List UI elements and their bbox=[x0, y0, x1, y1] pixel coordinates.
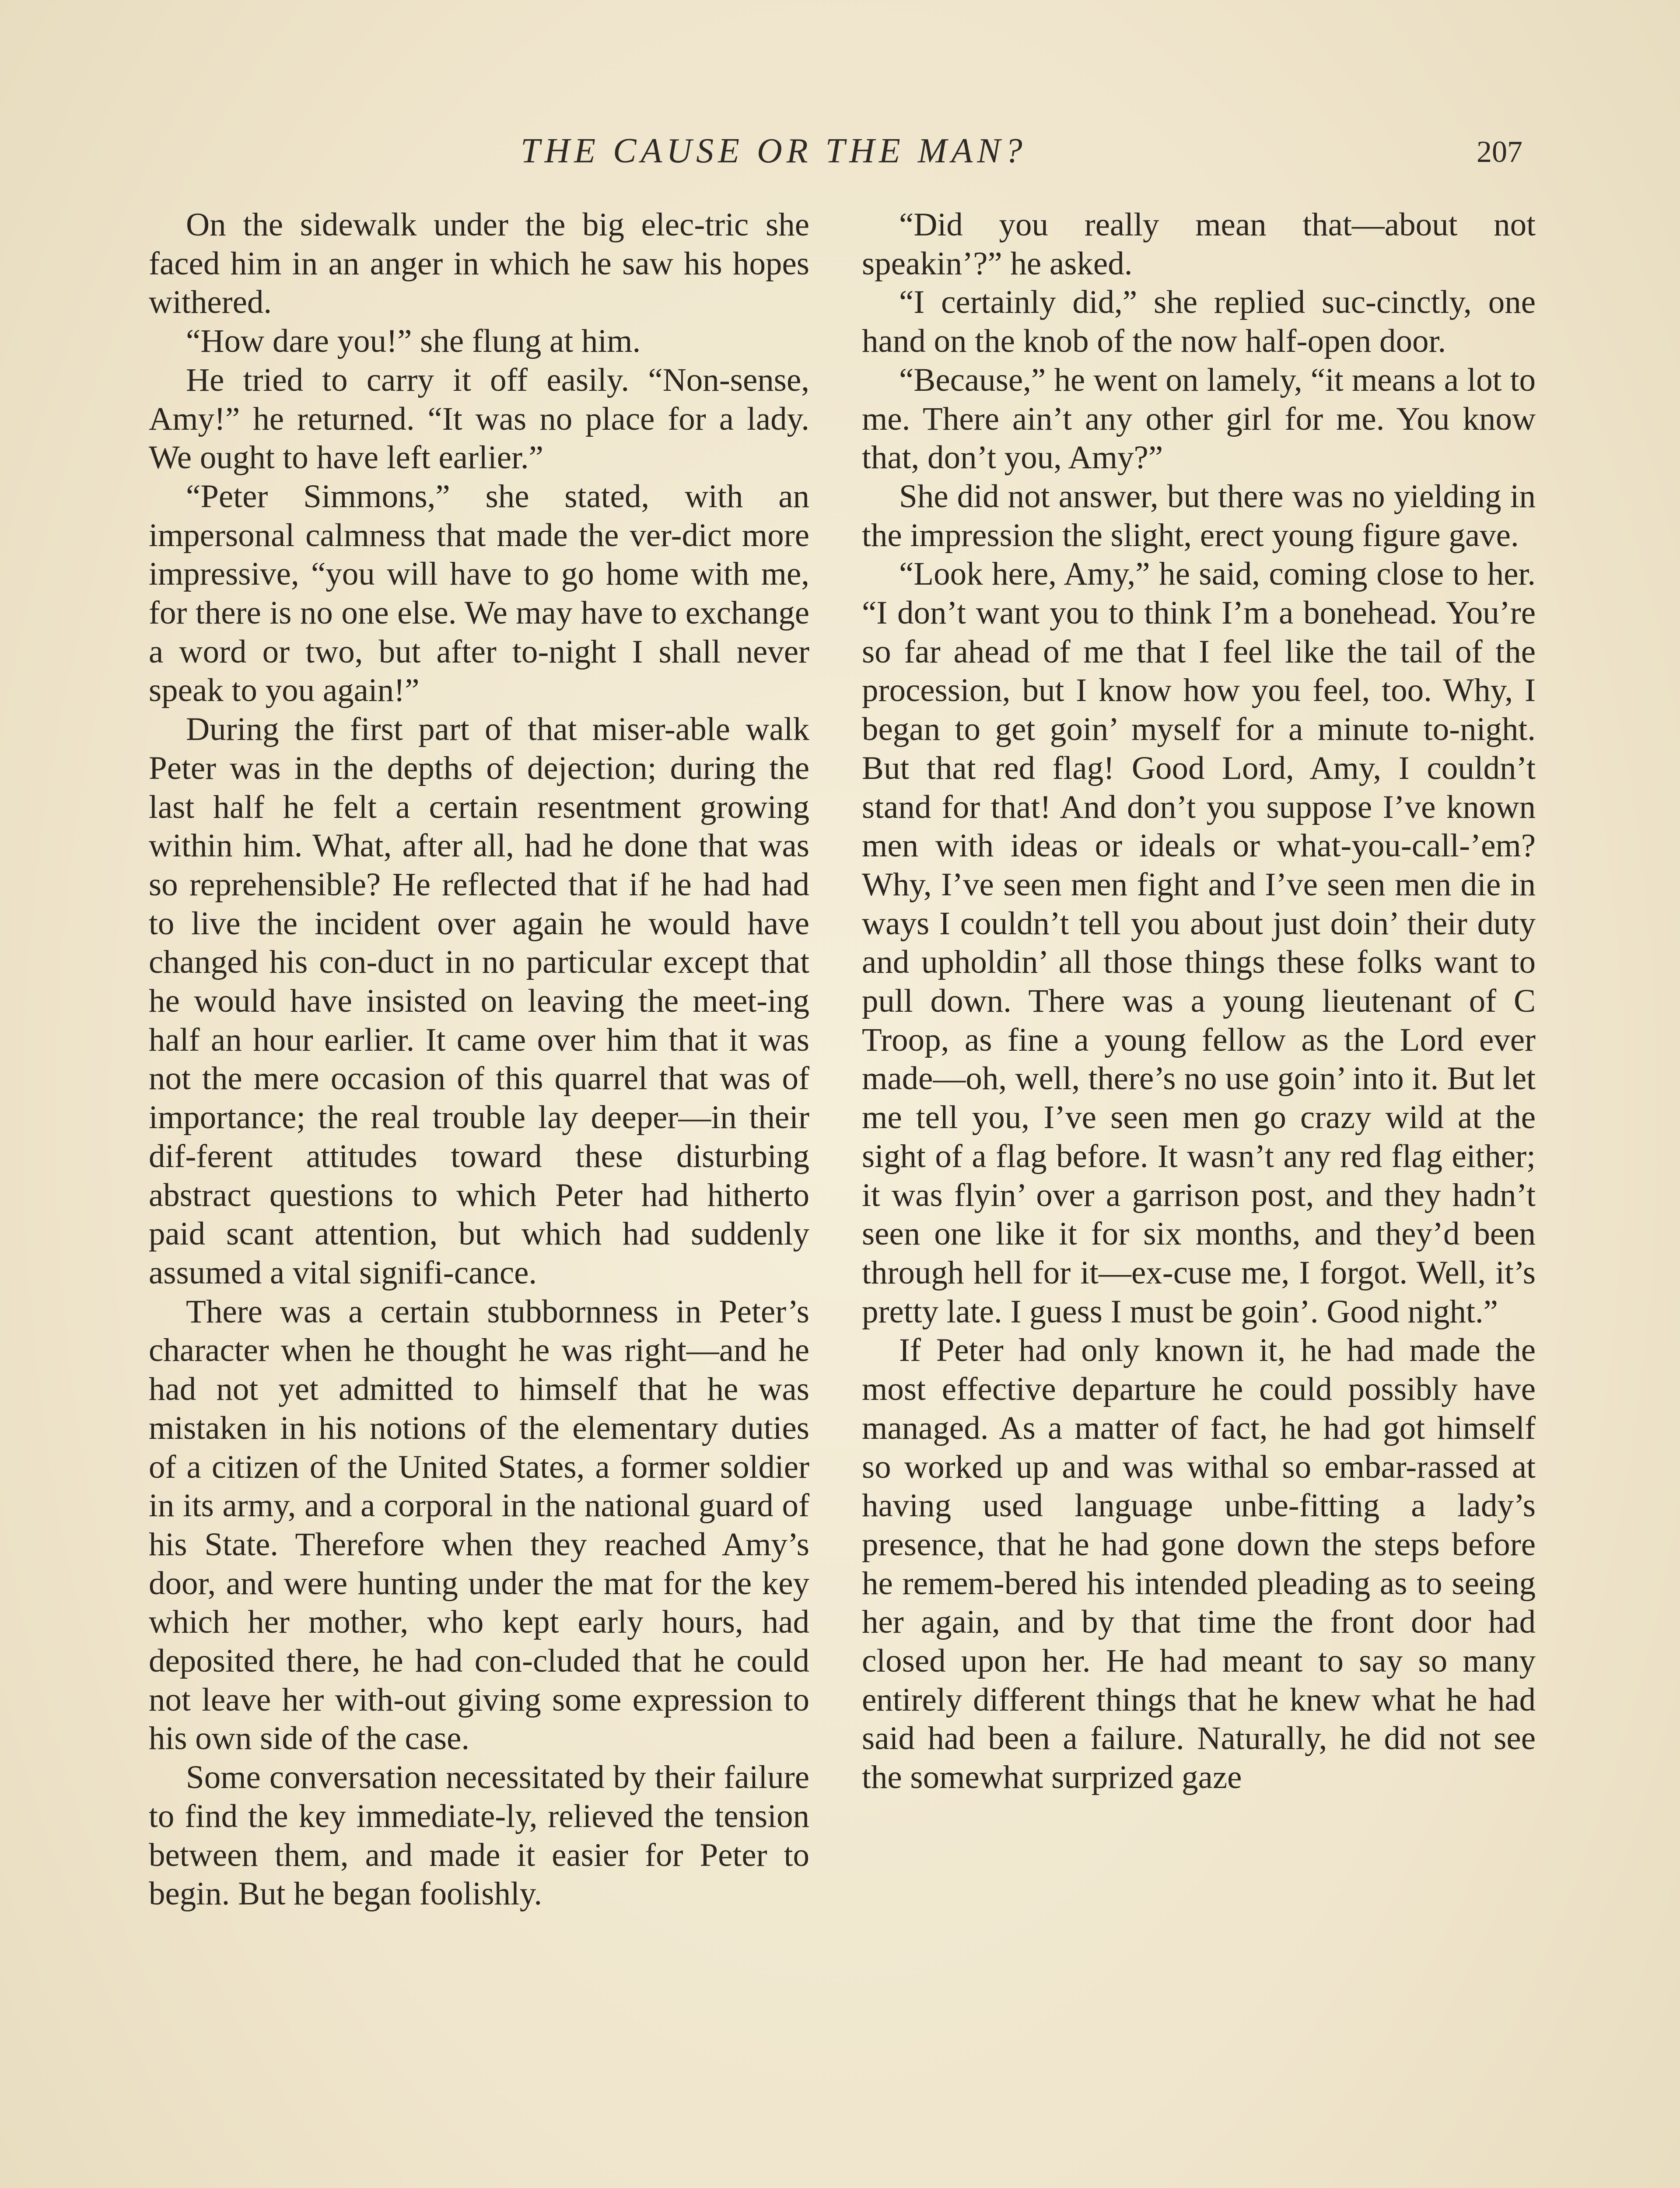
paragraph: There was a certain stubbornness in Peter’s character when he thought he was right—and he had not yet admitted to himself that he was mistaken in his notions of the elementary duties of a citizen of the United States, a former soldier in its army, and a corporal in the national guard of his State. Therefore when they reached Amy’s door, and were hunting under the mat for the key which her mother, who kept early hours, had deposited there, he had con-cluded that he could not leave her with-out giving some expression to his own side of the case. bbox=[149, 1293, 809, 1757]
paragraph: On the sidewalk under the big elec-tric she faced him in an anger in which he saw his hopes withered. bbox=[149, 207, 809, 321]
right-text-column bbox=[862, 206, 1536, 1797]
page-number: 207 bbox=[1477, 135, 1522, 169]
paragraph: “Look here, Amy,” he said, coming close to her. “I don’t want you to think I’m a bonehead. You’re so far ahead of me that I feel like the tail of the procession, but I know how you feel, too. Why, I began to get goin’ myself for a minute to-night. But that red flag! Good Lord, Amy, I couldn’t stand for that! And don’t you suppose I’ve known men with ideas or ideals or what-you-call-’em? Why, I’ve seen men fight and I’ve seen men die in ways I couldn’t tell you about just doin’ their duty and upholdin’ all those things these folks want to pull down. There was a young lieutenant of C Troop, as fine a young fellow as the Lord ever made—oh, well, there’s no use goin’ into it. But let me tell you, I’ve seen men go crazy wild at the sight of a flag before. It wasn’t any red flag either; it was flyin’ over a garrison post, and they hadn’t seen one like it for six months, and they’d been through hell for it—ex-cuse me, I forgot. Well, it’s pretty late. I guess I must be goin’. Good night.” bbox=[862, 556, 1536, 1330]
paragraph: “Did you really mean that—about not speakin’?” he asked. bbox=[862, 207, 1536, 282]
paragraph: “Because,” he went on lamely, “it means a lot to me. There ain’t any other girl for me. You know that, don’t you, Amy?” bbox=[862, 361, 1536, 476]
paragraph: “I certainly did,” she replied suc-cinctly, one hand on the knob of the now half-open door. bbox=[862, 284, 1536, 360]
paragraph: Some conversation necessitated by their failure to find the key immediate-ly, relieved the tension between them, and made it easier for Peter to begin. But he began foolishly. bbox=[149, 1759, 809, 1912]
running-title: THE CAUSE OR THE MAN? bbox=[521, 132, 1027, 170]
paragraph: She did not answer, but there was no yielding in the impression the slight, erect young figure gave. bbox=[862, 478, 1536, 554]
page-header bbox=[0, 131, 1680, 184]
left-text-column bbox=[149, 206, 809, 1914]
paragraph: During the first part of that miser-able walk Peter was in the depths of dejection; during the last half he felt a certain resentment growing within him. What, after all, had he done that was so reprehensible? He reflected that if he had had to live the incident over again he would have changed his con-duct in no particular except that he would have insisted on leaving the meet-ing half an hour earlier. It came over him that it was not the mere occasion of this quarrel that was of importance; the real trouble lay deeper—in their dif-ferent attitudes toward these disturbing abstract questions to which Peter had hitherto paid scant attention, but which had suddenly assumed a vital signifi-cance. bbox=[149, 711, 809, 1291]
paragraph: “How dare you!” she flung at him. bbox=[186, 323, 641, 360]
paragraph: “Peter Simmons,” she stated, with an impersonal calmness that made the ver-dict more impressive, “you will have to go home with me, for there is no one else. We may have to exchange a word or two, but after to-night I shall never speak to you again!” bbox=[149, 478, 809, 709]
paragraph: If Peter had only known it, he had made the most effective departure he could possibly have managed. As a matter of fact, he had got himself so worked up and was withal so embar-rassed at having used language unbe-fitting a lady’s presence, that he had gone down the steps before he remem-bered his intended pleading as to seeing her again, and by that time the front door had closed upon her. He had meant to say so many entirely different things that he knew what he had said had been a failure. Naturally, he did not see the somewhat surprized gaze bbox=[862, 1332, 1536, 1796]
paragraph: He tried to carry it off easily. “Non-sense, Amy!” he returned. “It was no place for a lady. We ought to have left earlier.” bbox=[149, 361, 809, 476]
